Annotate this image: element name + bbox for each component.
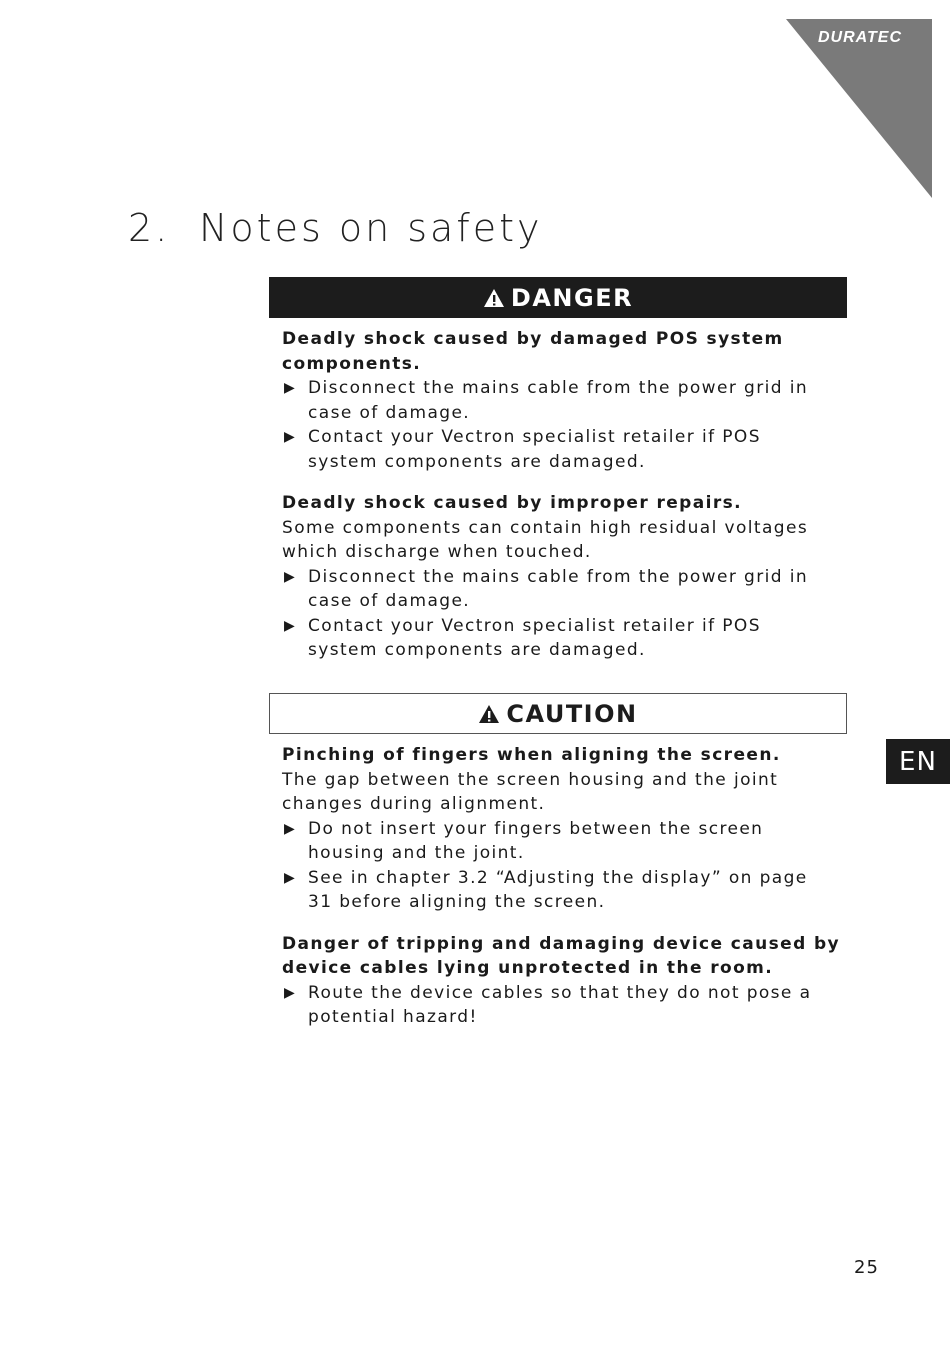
instruction-text: potential hazard! bbox=[308, 1007, 478, 1027]
instruction-text: system components are damaged. bbox=[308, 451, 646, 472]
note-heading: device cables lying unprotected in the room. bbox=[282, 958, 774, 978]
instruction-text: case of damage. bbox=[308, 591, 471, 611]
instruction-text: Do not insert your fingers between the screen bbox=[308, 818, 764, 839]
danger-content bbox=[282, 327, 852, 663]
caution-content bbox=[282, 743, 852, 1030]
chapter-number: 2. bbox=[128, 206, 171, 250]
arrow-bullet-icon: ▶ bbox=[284, 617, 297, 634]
note-heading: components. bbox=[282, 353, 422, 374]
instruction-item bbox=[282, 981, 852, 1030]
note-heading: Pinching of fingers when aligning the screen. bbox=[282, 745, 781, 765]
instruction-item bbox=[282, 376, 852, 425]
note-heading: Danger of tripping and damaging device caused by bbox=[282, 933, 841, 954]
arrow-bullet-icon: ▶ bbox=[284, 380, 297, 396]
caution-label: CAUTION bbox=[506, 699, 638, 728]
instruction-text: system components are damaged. bbox=[308, 640, 646, 660]
warning-icon bbox=[483, 288, 505, 308]
instruction-text: Contact your Vectron specialist retailer if POS bbox=[308, 427, 761, 447]
note-body: Some components can contain high residual voltages bbox=[282, 517, 809, 538]
instruction-item bbox=[282, 817, 852, 866]
instruction-item bbox=[282, 866, 852, 915]
note-body: The gap between the screen housing and the joint bbox=[282, 769, 779, 790]
instruction-item bbox=[282, 565, 852, 614]
arrow-bullet-icon: ▶ bbox=[284, 984, 297, 1001]
instruction-text: case of damage. bbox=[308, 402, 471, 423]
safety-note bbox=[282, 743, 852, 915]
note-heading: Deadly shock caused by damaged POS system bbox=[282, 329, 784, 349]
instruction-text: Disconnect the mains cable from the power grid in bbox=[308, 566, 809, 587]
instruction-item bbox=[282, 425, 852, 474]
instruction-text: 31 before aligning the screen. bbox=[308, 892, 606, 912]
danger-label: DANGER bbox=[510, 283, 634, 312]
page-number: 25 bbox=[854, 1257, 879, 1278]
language-tab-en[interactable]: EN bbox=[886, 739, 950, 784]
arrow-bullet-icon: ▶ bbox=[284, 869, 297, 886]
duratec-logo: DURATEC bbox=[818, 29, 903, 46]
caution-banner bbox=[269, 693, 847, 734]
safety-note bbox=[282, 932, 852, 1030]
instruction-item bbox=[282, 614, 852, 663]
arrow-bullet-icon: ▶ bbox=[284, 429, 297, 445]
safety-note bbox=[282, 491, 852, 663]
warning-icon bbox=[478, 704, 500, 724]
arrow-bullet-icon: ▶ bbox=[284, 820, 297, 837]
note-body: which discharge when touched. bbox=[282, 542, 592, 562]
danger-banner bbox=[269, 277, 847, 318]
instruction-text: Disconnect the mains cable from the power grid in bbox=[308, 378, 809, 398]
note-body: changes during alignment. bbox=[282, 794, 546, 814]
safety-note bbox=[282, 327, 852, 474]
instruction-text: See in chapter 3.2 “Adjusting the display” on page bbox=[308, 867, 808, 888]
arrow-bullet-icon: ▶ bbox=[284, 568, 297, 585]
page-title: Notes on safety bbox=[199, 206, 543, 250]
instruction-text: housing and the joint. bbox=[308, 843, 525, 863]
instruction-text: Contact your Vectron specialist retailer if POS bbox=[308, 615, 761, 636]
note-heading: Deadly shock caused by improper repairs. bbox=[282, 493, 742, 513]
instruction-text: Route the device cables so that they do not pose a bbox=[308, 982, 812, 1003]
